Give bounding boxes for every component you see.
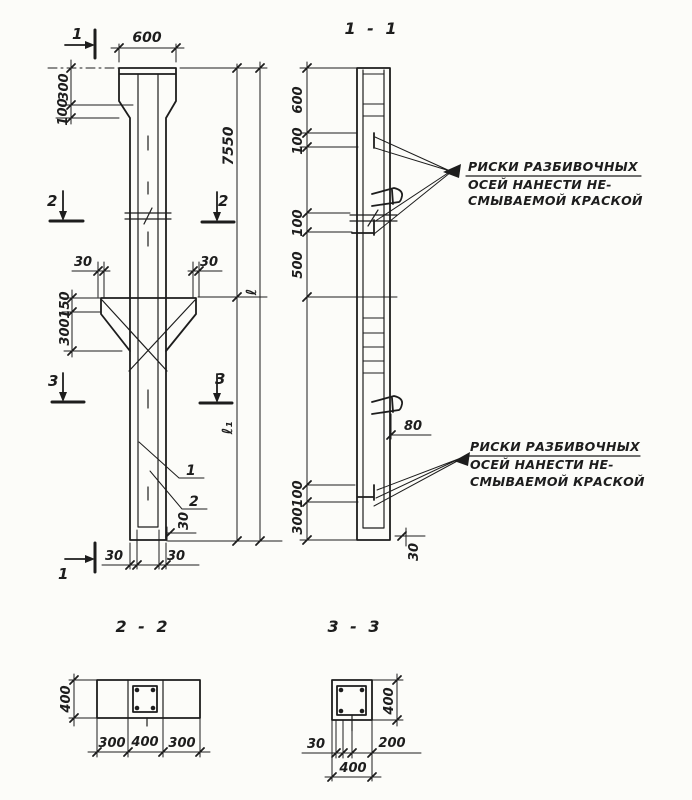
dim-label-300-right-22: 300 — [168, 736, 196, 751]
marker-3-right-label: 3 — [215, 370, 226, 388]
section-2-2-view — [59, 617, 210, 757]
section-3-3-title: 3 - 3 — [327, 617, 383, 636]
section-marker-2-left — [47, 191, 83, 221]
dim-label-30-right: 30 — [199, 255, 219, 270]
section-1-1-view — [291, 19, 645, 561]
dim-label-cover-30: 30 — [177, 511, 192, 531]
dim-label-400-height-33: 400 — [382, 687, 397, 715]
dim-label-base-30-right: 30 — [166, 549, 186, 564]
section-dim-chain — [291, 62, 397, 544]
marker-1-bottom-label: 1 — [58, 565, 69, 583]
dim-label-base-30-left: 30 — [104, 549, 124, 564]
dim-label-300-head: 300 — [57, 73, 72, 101]
dim-label-l: ℓ — [244, 288, 260, 296]
section-1-1-title: 1 - 1 — [344, 19, 400, 38]
callout-1-label: 1 — [186, 463, 196, 479]
dim-base — [102, 530, 199, 569]
dim-label-300-bottom: 300 — [291, 507, 306, 535]
corbel-outline — [101, 298, 196, 351]
section-marker-3-right — [200, 370, 232, 403]
callout-1 — [139, 442, 204, 479]
section-3-3-view — [302, 617, 421, 781]
dim-label-l1: ℓ₁ — [220, 421, 236, 435]
annotation-bottom — [374, 439, 645, 506]
annotation-top-line1: РИСКИ РАЗБИВОЧНЫХ — [468, 159, 638, 174]
dim-label-500: 500 — [291, 251, 306, 279]
section-marker-2-right — [202, 192, 234, 222]
dim-label-100-top: 100 — [291, 127, 306, 155]
dim-label-7550: 7550 — [221, 126, 237, 166]
lifting-loop-bottom — [372, 396, 402, 414]
corbel-cross-bracing — [102, 300, 195, 371]
annotation-top — [374, 137, 643, 234]
dim-label-30-left: 30 — [73, 255, 93, 270]
callout-2-label: 2 — [189, 494, 199, 510]
section-2-2-rebar-dots — [135, 688, 156, 711]
dim-head — [48, 60, 133, 126]
dim-label-400-height-22: 400 — [59, 685, 74, 713]
dim-corbel-height — [58, 290, 122, 357]
dim-label-600-section: 600 — [291, 86, 306, 114]
section-marker-3-left — [48, 372, 84, 402]
dim-loop-80 — [387, 414, 431, 439]
dim-label-100-mid: 100 — [291, 209, 306, 237]
annotation-bottom-arrow — [454, 452, 470, 466]
annotation-bottom-line2: ОСЕЙ НАНЕСТИ НЕ- — [470, 457, 614, 472]
dim-label-600: 600 — [132, 30, 162, 46]
section-3-3-rebar-dots — [339, 688, 365, 714]
break-symbol — [125, 208, 171, 224]
lifting-loop-top — [372, 188, 402, 206]
dim-bottom-cover — [166, 512, 196, 541]
dim-label-150: 150 — [58, 291, 73, 319]
section-2-2-title: 2 - 2 — [115, 617, 171, 636]
marker-2-left-label: 2 — [47, 192, 58, 210]
dim-label-cover-30-section: 30 — [407, 542, 422, 562]
dim-label-400-mid-22: 400 — [131, 735, 159, 750]
dim-label-400-width-33: 400 — [339, 761, 367, 776]
annotation-top-line3: СМЫВАЕМОЙ КРАСКОЙ — [468, 193, 643, 208]
dim-label-80: 80 — [403, 419, 423, 434]
annotation-top-line2: ОСЕЙ НАНЕСТИ НЕ- — [468, 177, 612, 192]
marker-1-top-label: 1 — [72, 25, 83, 43]
dim-label-200-33: 200 — [378, 736, 406, 751]
elevation-view — [47, 25, 282, 583]
annotation-bottom-line1: РИСКИ РАЗБИВОЧНЫХ — [470, 439, 640, 454]
dim-label-100-bottom: 100 — [291, 480, 306, 508]
dim-label-300-left-22: 300 — [98, 736, 126, 751]
dim-label-100-taper: 100 — [56, 98, 71, 126]
dim-label-30-33: 30 — [306, 737, 326, 752]
dim-corbel-offsets — [72, 255, 222, 297]
section-marker-1-top — [65, 25, 95, 58]
dim-top-width — [111, 30, 184, 62]
dim-label-300-corbel: 300 — [58, 318, 73, 346]
section-marker-1-bottom — [58, 543, 95, 583]
annotation-bottom-line3: СМЫВАЕМОЙ КРАСКОЙ — [470, 474, 645, 489]
marker-3-left-label: 3 — [48, 372, 59, 390]
marker-2-right-label: 2 — [218, 192, 229, 210]
section-dim-cover — [395, 528, 425, 561]
